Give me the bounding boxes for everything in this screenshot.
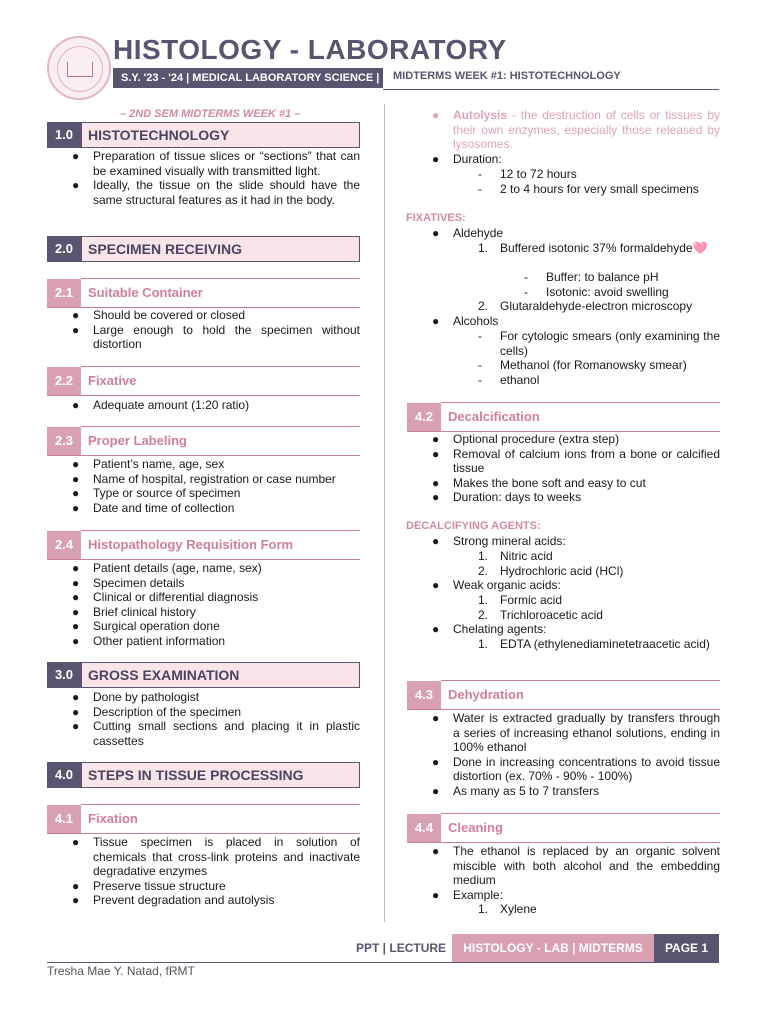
semester-label: – 2ND SEM MIDTERMS WEEK #1 – xyxy=(120,108,301,120)
alcohols-sublist xyxy=(478,329,720,387)
aldehyde-list xyxy=(432,226,720,241)
list-item: ● Adequate amount (1:20 ratio) xyxy=(72,398,250,412)
list-item: ● Other patient information xyxy=(72,633,226,648)
list-item: 1. Buffered isotonic 37% formaldehyde🩷 xyxy=(478,241,708,255)
author-name: Tresha Mae Y. Natad, fRMT xyxy=(47,964,195,978)
list-item: ● Prevent degradation and autolysis xyxy=(72,893,275,908)
list-item: ● Example: xyxy=(432,887,504,902)
section-label: Dehydration xyxy=(448,687,524,702)
list-item: ● Duration: xyxy=(432,151,502,166)
list-item: 1. EDTA (ethylenediaminetetraacetic acid) xyxy=(478,637,710,651)
section-number: 2.3 xyxy=(47,427,81,455)
aldehyde-sublist-2 xyxy=(478,299,720,314)
list-item: ● As many as 5 to 7 transfers xyxy=(432,783,600,798)
container-list xyxy=(72,308,360,352)
list-item: 2. Hydrochloric acid (HCl) xyxy=(478,563,624,578)
list-item: ● Weak organic acids: xyxy=(432,578,561,592)
column-divider xyxy=(384,104,385,922)
section-4-1-header xyxy=(47,805,360,834)
list-item: ● Preparation of tissue slices or “sections” that can be examined visually with transmitted light. xyxy=(72,149,360,178)
list-item: - 12 to 72 hours xyxy=(478,167,577,181)
section-label: STEPS IN TISSUE PROCESSING xyxy=(81,762,360,788)
list-item: 1. Formic acid xyxy=(478,593,563,607)
section-number: 1.0 xyxy=(47,122,81,148)
section-2-0-header xyxy=(47,236,360,262)
weak-acids-list xyxy=(432,578,720,593)
histotechnology-list xyxy=(72,149,360,207)
list-item: ● Optional procedure (extra step) xyxy=(432,432,620,446)
section-2-1-header xyxy=(47,279,360,308)
section-number: 4.0 xyxy=(47,762,81,788)
section-4-3-header xyxy=(407,681,720,710)
section-number: 4.1 xyxy=(47,805,81,833)
topic-heading: MIDTERMS WEEK #1: HISTOTECHNOLOGY xyxy=(393,70,621,82)
section-number: 2.1 xyxy=(47,279,81,307)
list-item: ● Duration: days to weeks xyxy=(432,490,582,505)
chelating-list xyxy=(432,622,720,637)
section-number: 2.4 xyxy=(47,531,81,559)
list-item: ● Date and time of collection xyxy=(72,500,235,515)
list-item: - Buffer: to balance pH xyxy=(524,270,659,284)
fixation-list xyxy=(72,835,360,908)
section-4-0-header xyxy=(47,762,360,788)
list-item: ● Preserve tissue structure xyxy=(72,878,226,893)
section-label: Fixation xyxy=(88,811,138,826)
list-item: ● Clinical or differential diagnosis xyxy=(72,590,259,605)
list-item: ● Chelating agents: xyxy=(432,622,547,636)
strong-acids-list xyxy=(432,534,720,549)
list-item: ● Patient’s name, age, sex xyxy=(72,457,225,471)
list-item: ● Removal of calcium ions from a bone or calcified tissue xyxy=(432,446,720,476)
section-number: 3.0 xyxy=(47,662,81,688)
list-item: ● The ethanol is replaced by an organic solvent miscible with both alcohol and the embedding medium xyxy=(432,844,720,888)
fixative-list xyxy=(72,398,360,413)
list-item: ● Large enough to hold the specimen without distortion xyxy=(72,322,360,352)
requisition-list xyxy=(72,561,360,649)
list-item: ● Patient details (age, name, sex) xyxy=(72,561,262,575)
section-label: Decalcification xyxy=(448,409,540,424)
aldehyde-sublist xyxy=(478,241,720,256)
list-item: - ethanol xyxy=(478,372,540,387)
list-item: ● Alcohols xyxy=(432,314,499,328)
list-item: 2. Trichloroacetic acid xyxy=(478,607,603,622)
footer-course-label: HISTOLOGY - LAB | MIDTERMS xyxy=(452,934,654,962)
page-number: PAGE 1 xyxy=(654,934,719,962)
section-2-2-header xyxy=(47,367,360,396)
section-label: SPECIMEN RECEIVING xyxy=(81,236,360,262)
list-item: ● Specimen details xyxy=(72,575,185,590)
dehydration-list xyxy=(432,711,720,799)
header-rule xyxy=(383,89,719,90)
decalcifying-agents-heading: DECALCIFYING AGENTS: xyxy=(406,520,541,532)
list-item: ● Ideally, the tissue on the slide should have the same structural features as it had in the body. xyxy=(72,178,360,207)
list-item: ● Surgical operation done xyxy=(72,619,220,634)
section-4-4-header xyxy=(407,814,720,843)
list-item: ● Water is extracted gradually by transfers through a series of increasing ethanol solutions, ending in 100% ethanol xyxy=(432,711,720,755)
university-seal-logo xyxy=(47,36,111,100)
section-label: Cleaning xyxy=(448,820,503,835)
formaldehyde-sublist xyxy=(524,270,720,299)
list-item: ● Strong mineral acids: xyxy=(432,534,566,548)
list-item: - Methanol (for Romanowsky smear) xyxy=(478,358,687,373)
section-label: Histopathology Requisition Form xyxy=(88,537,294,552)
list-item: ● Done in increasing concentrations to avoid tissue distortion (ex. 70% - 90% - 100%) xyxy=(432,754,720,784)
section-number: 2.0 xyxy=(47,236,81,262)
alcohols-list xyxy=(432,314,720,329)
section-number: 4.4 xyxy=(407,814,441,842)
section-label: GROSS EXAMINATION xyxy=(81,662,360,688)
section-2-3-header xyxy=(47,427,360,456)
ppt-lecture-label: PPT | LECTURE xyxy=(356,941,447,955)
section-2-4-header xyxy=(47,531,360,560)
footer-rule xyxy=(47,962,719,963)
cleaning-list xyxy=(432,844,720,902)
fixatives-heading: FIXATIVES: xyxy=(406,212,466,224)
duration-list xyxy=(478,167,720,196)
section-number: 2.2 xyxy=(47,367,81,395)
list-item: ● Name of hospital, registration or case number xyxy=(72,471,336,486)
list-item: - For cytologic smears (only examining the cells) xyxy=(478,329,720,358)
section-label: Proper Labeling xyxy=(88,433,187,448)
weak-acids-sublist xyxy=(478,593,720,622)
list-item: 1. Nitric acid xyxy=(478,549,553,563)
section-label: HISTOTECHNOLOGY xyxy=(81,122,360,148)
section-number: 4.2 xyxy=(407,403,441,431)
section-3-0-header xyxy=(47,662,360,688)
list-item: 2. Glutaraldehyde-electron microscopy xyxy=(478,299,693,313)
footer-bar xyxy=(452,934,719,962)
section-label: Suitable Container xyxy=(88,285,203,300)
decalcification-list xyxy=(432,432,720,505)
subtitle-bar: S.Y. '23 - '24 | MEDICAL LABORATORY SCIENCE | xyxy=(113,68,383,88)
list-item: - Isotonic: avoid swelling xyxy=(524,284,669,299)
list-item: 1. Xylene xyxy=(478,902,537,916)
heart-icon: 🩷 xyxy=(692,241,708,255)
autolysis-list xyxy=(432,108,720,166)
list-item: ● Autolysis - the destruction of cells or tissues by their own enzymes, especially those released by lysosomes. xyxy=(432,108,720,152)
list-item: ● Aldehyde xyxy=(432,226,504,240)
chelating-sublist xyxy=(478,637,720,652)
cleaning-sublist xyxy=(478,902,720,917)
list-item: - 2 to 4 hours for very small specimens xyxy=(478,181,699,196)
list-item: ● Cutting small sections and placing it in plastic cassettes xyxy=(72,719,360,748)
labeling-list xyxy=(72,457,360,515)
list-item: ● Description of the specimen xyxy=(72,704,242,719)
list-item: ● Type or source of specimen xyxy=(72,486,241,501)
section-1-0-header xyxy=(47,122,360,148)
section-4-2-header xyxy=(407,403,720,432)
gross-exam-list xyxy=(72,690,360,748)
section-number: 4.3 xyxy=(407,681,441,709)
list-item: ● Should be covered or closed xyxy=(72,308,246,322)
section-label: Fixative xyxy=(88,373,137,388)
page-title: HISTOLOGY - LABORATORY xyxy=(113,34,507,65)
strong-acids-sublist xyxy=(478,549,720,578)
list-item: ● Brief clinical history xyxy=(72,604,196,619)
list-item: ● Tissue specimen is placed in solution of chemicals that cross-link proteins and inactivate degradative enzymes xyxy=(72,835,360,879)
list-item: ● Done by pathologist xyxy=(72,690,200,704)
list-item: ● Makes the bone soft and easy to cut xyxy=(432,475,646,490)
